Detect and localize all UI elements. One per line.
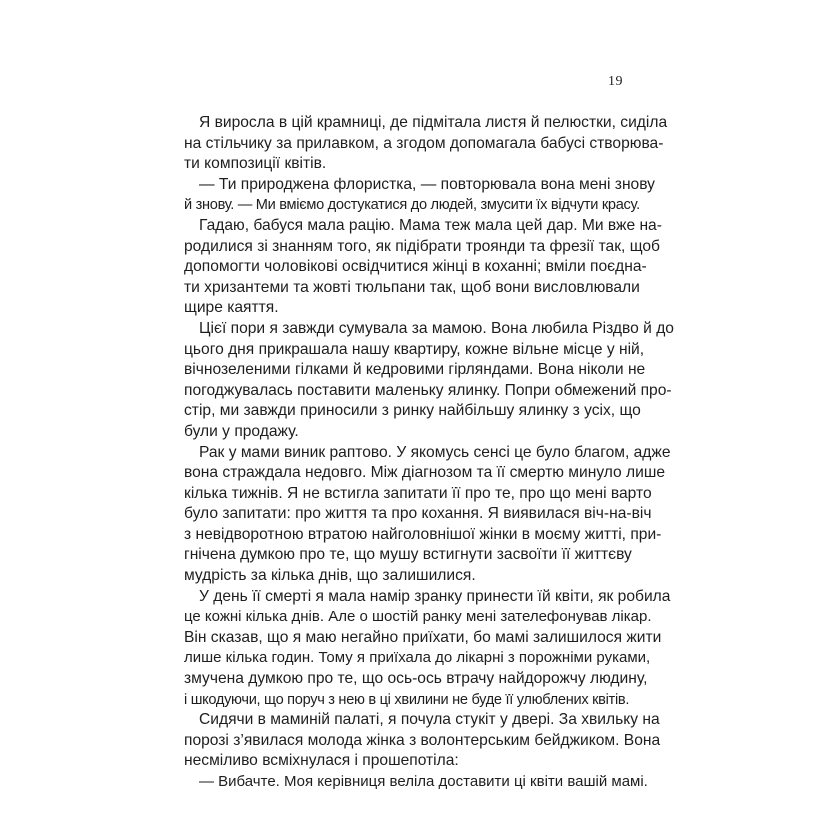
text-line: з невідворотною втратою найголовнішої жінки в моєму житті, при-: [184, 525, 662, 543]
text-line: Я виросла в цій крамниці, де підмітала листя й пелюстки, сиділа: [199, 114, 668, 131]
text-line: вічнозеленими гілками й кедровими гірляндами. Вона ніколи не: [184, 361, 646, 379]
paragraph-8: [184, 772, 648, 793]
text-line: допомогти чоловікові освідчитися жінці в коханні; вміли поєдна-: [184, 258, 647, 276]
paragraph-3: [184, 216, 662, 319]
paragraph-6: [184, 587, 671, 711]
paragraph-1: [184, 113, 668, 175]
text-line: гнічена думкою про те, що мушу встигнути засвоїти її життєву: [184, 546, 632, 564]
text-line: лише кілька годин. Тому я приїхала до лікарні з порожніми руками,: [184, 649, 651, 667]
text-line: Цієї пори я завжди сумувала за мамою. Вона любила Різдво й до: [199, 319, 674, 337]
text-line: це кожні кілька днів. Але о шостій ранку мені зателефонував лікар.: [184, 608, 652, 626]
paragraph-2: [184, 175, 655, 216]
text-line: й знову. — Ми вміємо достукатися до людей, змусити їх відчути красу.: [184, 197, 640, 214]
text-line: щире каяття.: [184, 299, 279, 317]
text-line: Гадаю, бабуся мала рацію. Мама теж мала цей дар. Ми вже на-: [199, 216, 662, 234]
text-line: Він сказав, що я маю негайно приїхати, бо мамі залишилося жити: [184, 628, 662, 646]
paragraph-4: [184, 319, 674, 443]
text-line: і шкодуючи, що поруч з нею в ці хвилини не буде її улюблених квітів.: [184, 691, 630, 708]
paragraph-7: [184, 710, 661, 772]
text-line: цього дня прикрашала нашу квартиру, кожне вільне місце у ній,: [184, 340, 645, 358]
text-line: ти композиції квітів.: [184, 155, 327, 173]
text-line: кілька тижнів. Я не встигла запитати її про те, про що мені варто: [184, 484, 652, 502]
text-line: було запитати: про життя та про кохання. Я виявилася віч-на-віч: [184, 505, 652, 523]
text-line: мудрість за кілька днів, що залишилися.: [184, 567, 476, 585]
text-line: стір, ми завжди приносили з ринку найбільшу ялинку з усіх, що: [184, 402, 641, 420]
text-line: У день її смерті я мала намір зранку принести їй квіти, як робила: [199, 587, 671, 605]
text-line: погоджувалась поставити маленьку ялинку. Попри обмежений про-: [184, 381, 672, 399]
text-line: Рак у мами виник раптово. У якомусь сенсі це було благом, адже: [199, 443, 671, 461]
paragraph-5: [184, 443, 671, 587]
text-line: родилися зі знанням того, як підібрати троянди та фрезії так, щоб: [184, 237, 660, 255]
text-line: порозі з’явилася молода жінка з волонтерським бейджиком. Вона: [184, 731, 661, 749]
text-line: вона страждала недовго. Між діагнозом та її смертю минуло лише: [184, 464, 666, 482]
text-line: на стільчику за прилавком, а згодом допомагала бабусі створюва-: [184, 134, 664, 152]
page-number: 19: [608, 74, 623, 89]
body-text: [184, 113, 674, 793]
text-line: несміливо всміхнулася і прошепотіла:: [184, 752, 459, 770]
text-line: — Ти природжена флористка, — повторювала вона мені знову: [199, 175, 655, 193]
text-line: Сидячи в маминій палаті, я почула стукіт у двері. За хвильку на: [199, 711, 660, 729]
text-line: ти хризантеми та жовті тюльпани так, щоб вони висловлювали: [184, 278, 640, 296]
text-line: були у продажу.: [184, 422, 299, 440]
text-line: — Вибачте. Моя керівниця веліла доставити ці квіти вашій мамі.: [199, 773, 648, 790]
text-line: змучена думкою про те, що ось-ось втрачу найдорожчу людину,: [184, 670, 648, 688]
